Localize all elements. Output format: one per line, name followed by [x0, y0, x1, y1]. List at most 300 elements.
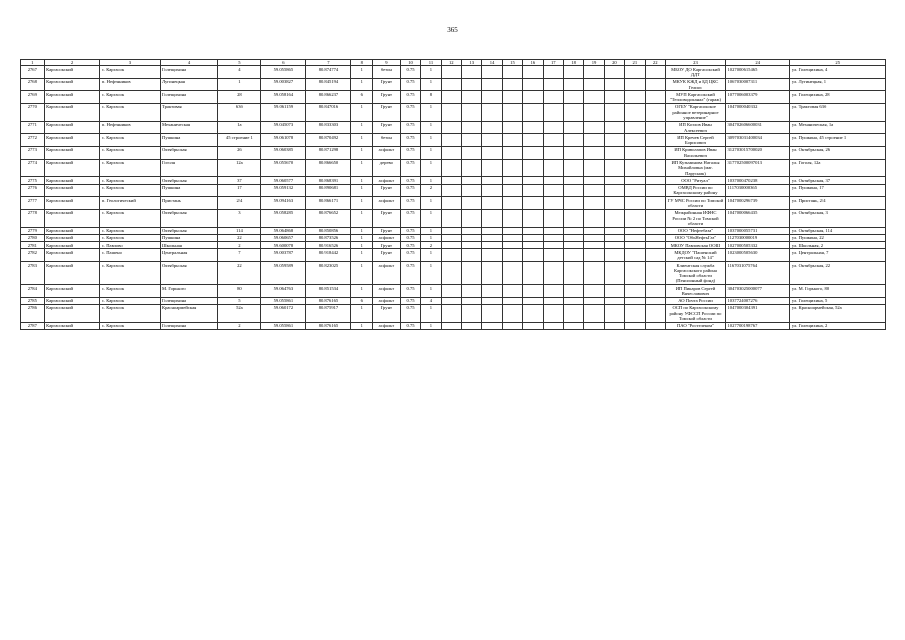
table-cell — [441, 134, 461, 147]
table-cell — [645, 249, 665, 262]
column-header: 7 — [306, 60, 351, 66]
table-cell: Механическая — [160, 121, 218, 134]
table-cell: 1 — [351, 78, 372, 91]
table-cell: асфальт — [372, 297, 400, 304]
table-cell — [563, 91, 583, 104]
table-row — [21, 66, 886, 79]
table-cell — [584, 227, 604, 234]
table-cell — [563, 242, 583, 249]
table-cell: 52а — [218, 304, 261, 322]
table-cell: с. Пашено — [100, 249, 160, 262]
table-row — [21, 322, 886, 329]
column-header: 15 — [502, 60, 522, 66]
table-row — [21, 285, 886, 298]
table-row — [21, 91, 886, 104]
column-header: 18 — [563, 60, 583, 66]
table-cell — [462, 159, 482, 177]
table-cell: 1 — [421, 262, 441, 285]
table-cell — [482, 234, 502, 241]
table-cell: Центральная — [160, 249, 218, 262]
column-header: 20 — [604, 60, 624, 66]
table-cell — [502, 91, 522, 104]
table-row — [21, 242, 886, 249]
table-cell: 2770 — [21, 103, 45, 121]
table-cell — [645, 66, 665, 79]
table-cell: 59.064763 — [261, 285, 306, 298]
table-cell — [482, 159, 502, 177]
table-cell: асфальт — [372, 234, 400, 241]
table-cell: ООО "Ритуал" — [665, 177, 725, 184]
table-cell: Октябрьская — [160, 209, 218, 227]
table-cell — [584, 209, 604, 227]
table-cell: 80.866237 — [306, 91, 351, 104]
table-cell: МКДОУ "Пашенский детский сад № 14" — [665, 249, 725, 262]
table-cell — [645, 242, 665, 249]
table-cell: 59.060577 — [261, 177, 306, 184]
table-cell — [625, 66, 645, 79]
table-cell — [563, 78, 583, 91]
table-cell — [523, 66, 543, 79]
table-cell — [441, 184, 461, 197]
table-cell: Каргасокский — [44, 134, 100, 147]
table-cell: 80.916526 — [306, 242, 351, 249]
table-cell — [523, 103, 543, 121]
table-cell: ООО "ОбьНефтьГаз" — [665, 234, 725, 241]
table-cell — [604, 297, 624, 304]
column-header: 14 — [482, 60, 502, 66]
table-cell: Гоголя — [160, 159, 218, 177]
table-cell — [604, 121, 624, 134]
table-cell: 59.600078 — [261, 242, 306, 249]
table-cell: 2/4 — [218, 197, 261, 210]
table-cell: 63б — [218, 103, 261, 121]
table-cell: 0.75 — [400, 78, 420, 91]
table-cell: 1 — [351, 285, 372, 298]
table-cell — [441, 121, 461, 134]
table-cell: 80.871298 — [306, 146, 351, 159]
table-cell — [625, 197, 645, 210]
table-cell — [523, 177, 543, 184]
table-cell — [625, 91, 645, 104]
table-cell — [604, 285, 624, 298]
table-cell: 80.823025 — [306, 262, 351, 285]
table-cell: Каргасокский — [44, 209, 100, 227]
table-cell: Октябрьская — [160, 262, 218, 285]
table-cell — [523, 91, 543, 104]
table-cell — [543, 262, 563, 285]
table-cell — [604, 322, 624, 329]
table-cell — [645, 159, 665, 177]
table-cell — [462, 177, 482, 184]
table-cell — [523, 242, 543, 249]
table-cell: Каргасокский — [44, 121, 100, 134]
table-cell: 59.064868 — [261, 227, 306, 234]
table-cell: 59.003827 — [261, 78, 306, 91]
table-cell: с. Каргасок — [100, 285, 160, 298]
table-cell: ГУ МЧС России по Томской области — [665, 197, 725, 210]
table-cell — [462, 322, 482, 329]
table-cell: 2777 — [21, 197, 45, 210]
table-cell: 1 — [421, 134, 441, 147]
table-cell: 312703015700020 — [726, 146, 790, 159]
table-cell — [645, 209, 665, 227]
table-cell — [604, 249, 624, 262]
table-cell — [462, 297, 482, 304]
table-cell — [563, 304, 583, 322]
table-cell: ул. Голещихина, 28 — [790, 91, 886, 104]
table-cell: ул. Голещихина, 2 — [790, 322, 886, 329]
table-cell — [441, 227, 461, 234]
table-cell — [563, 249, 583, 262]
table-cell: 1 — [421, 197, 441, 210]
table-cell — [645, 297, 665, 304]
table-cell — [625, 134, 645, 147]
table-row — [21, 184, 886, 197]
table-cell: асфальт — [372, 262, 400, 285]
table-cell — [563, 234, 583, 241]
table-cell: Каргасокский — [44, 234, 100, 241]
table-cell — [441, 209, 461, 227]
table-cell — [563, 322, 583, 329]
table-cell — [462, 78, 482, 91]
table-cell — [523, 121, 543, 134]
table-cell — [523, 209, 543, 227]
table-cell: 59.061078 — [261, 134, 306, 147]
table-cell: Каргасокский — [44, 66, 100, 79]
table-cell: 1 — [421, 146, 441, 159]
table-cell — [482, 103, 502, 121]
table-cell — [523, 159, 543, 177]
table-cell: Клиентская служба Каргасокского района Томской области (Пенсионный фонд) — [665, 262, 725, 285]
table-cell: Голещихина — [160, 66, 218, 79]
table-cell: Грунт — [372, 91, 400, 104]
table-cell — [563, 103, 583, 121]
table-cell — [645, 322, 665, 329]
table-cell — [543, 297, 563, 304]
table-cell: 1037724007276 — [726, 297, 790, 304]
column-header: 24 — [726, 60, 790, 66]
table-cell: асфальт — [372, 177, 400, 184]
table-cell — [523, 262, 543, 285]
table-cell — [502, 103, 522, 121]
table-cell: Межрайонная ИФНС России № 2 по Томской области — [665, 209, 725, 227]
table-cell — [543, 249, 563, 262]
table-cell: 59.059589 — [261, 262, 306, 285]
table-cell — [604, 262, 624, 285]
table-cell — [502, 297, 522, 304]
table-cell: с. Каргасок — [100, 322, 160, 329]
table-cell — [543, 242, 563, 249]
column-header: 16 — [523, 60, 543, 66]
table-cell — [584, 91, 604, 104]
table-cell — [543, 66, 563, 79]
table-cell: 1127030000019 — [726, 234, 790, 241]
table-cell — [645, 134, 665, 147]
table-cell — [645, 91, 665, 104]
table-cell: 1117030000365 — [726, 184, 790, 197]
table-cell: 80 — [218, 285, 261, 298]
column-header: 9 — [372, 60, 400, 66]
table-cell: 0.75 — [400, 184, 420, 197]
table-cell: Октябрьская — [160, 177, 218, 184]
table-cell — [482, 227, 502, 234]
table-cell — [584, 184, 604, 197]
table-cell: с. Каргасок — [100, 234, 160, 241]
table-cell: Каргасокский — [44, 304, 100, 322]
page-number: 365 — [447, 26, 458, 34]
table-cell — [441, 197, 461, 210]
table-cell — [502, 322, 522, 329]
table-cell — [563, 146, 583, 159]
table-cell: 80.866171 — [306, 197, 351, 210]
table-cell: с. Каргасок — [100, 227, 160, 234]
table-cell — [584, 121, 604, 134]
table-cell: 17 — [218, 184, 261, 197]
table-cell: 1027700198767 — [726, 322, 790, 329]
table-cell: 2 — [421, 184, 441, 197]
table-cell: 0.75 — [400, 91, 420, 104]
table-cell — [625, 242, 645, 249]
table-cell: 3 — [218, 209, 261, 227]
table-cell: ул. Пристань, 2/4 — [790, 197, 886, 210]
table-cell: 0.75 — [400, 285, 420, 298]
table-cell: 317702500097013 — [726, 159, 790, 177]
table-cell: Голещихина — [160, 322, 218, 329]
table-cell — [482, 134, 502, 147]
table-cell: ОСП по Каргасокскому району УФССП России по Томской области — [665, 304, 725, 322]
table-cell — [543, 285, 563, 298]
table-cell: 1 — [351, 249, 372, 262]
table-cell — [502, 234, 522, 241]
table-cell — [543, 304, 563, 322]
table-cell: с. Каргасок — [100, 304, 160, 322]
table-cell — [482, 262, 502, 285]
table-cell: Грунт — [372, 242, 400, 249]
table-cell: 1 — [218, 78, 261, 91]
table-cell: Пристань — [160, 197, 218, 210]
table-cell: 2786 — [21, 304, 45, 322]
table-cell — [604, 184, 624, 197]
table-cell — [441, 78, 461, 91]
table-cell: Каргасокский — [44, 322, 100, 329]
table-cell: МБОУ ДО Каргасокский ДДТ — [665, 66, 725, 79]
table-cell: 59.094163 — [261, 197, 306, 210]
table-cell — [645, 262, 665, 285]
table-cell: ОГБУ "Каргасокское районное ветеринарное управление" — [665, 103, 725, 121]
table-cell: 1 — [351, 177, 372, 184]
table-cell — [502, 249, 522, 262]
table-cell: с. Каргасок — [100, 159, 160, 177]
table-cell: 4 — [218, 66, 261, 79]
table-cell — [502, 66, 522, 79]
table-cell: 1023000505630 — [726, 249, 790, 262]
table-cell — [523, 78, 543, 91]
table-cell — [502, 285, 522, 298]
table-cell: 80.850856 — [306, 227, 351, 234]
table-cell: 80.845194 — [306, 78, 351, 91]
table-cell: 2769 — [21, 91, 45, 104]
table-cell: Грунт — [372, 304, 400, 322]
table-cell: Трактовая — [160, 103, 218, 121]
table-cell: 2784 — [21, 285, 45, 298]
table-cell: Каргасокский — [44, 285, 100, 298]
table-cell — [584, 177, 604, 184]
table-cell — [462, 121, 482, 134]
table-cell — [441, 262, 461, 285]
table-cell — [462, 146, 482, 159]
table-cell — [462, 304, 482, 322]
table-cell: 59.003787 — [261, 249, 306, 262]
table-cell: 1 — [351, 322, 372, 329]
column-header: 23 — [665, 60, 725, 66]
table-cell — [482, 78, 502, 91]
table-cell — [441, 297, 461, 304]
table-cell — [584, 249, 604, 262]
table-cell: Каргасокский — [44, 103, 100, 121]
table-cell — [645, 197, 665, 210]
table-cell: ул. Октябрьская, 22 — [790, 262, 886, 285]
table-cell: 1 — [421, 227, 441, 234]
table-cell: 0.75 — [400, 159, 420, 177]
table-cell — [604, 209, 624, 227]
table-cell: 80.868391 — [306, 177, 351, 184]
table-cell: ул. Октябрьская, 37 — [790, 177, 886, 184]
table-cell — [462, 209, 482, 227]
table-cell — [482, 304, 502, 322]
table-cell: 0.75 — [400, 242, 420, 249]
table-cell: 304702606600031 — [726, 121, 790, 134]
table-cell: 0.75 — [400, 121, 420, 134]
table-cell: с. Каргасок — [100, 134, 160, 147]
table-cell — [482, 242, 502, 249]
table-cell: 26 — [218, 146, 261, 159]
table-cell — [604, 146, 624, 159]
table-cell: Грунт — [372, 103, 400, 121]
table-cell — [584, 285, 604, 298]
table-cell — [502, 134, 522, 147]
table-cell: 1 — [351, 134, 372, 147]
table-cell: бетон — [372, 134, 400, 147]
table-cell: Октябрьская — [160, 227, 218, 234]
table-cell — [482, 177, 502, 184]
table-cell — [584, 146, 604, 159]
table-cell: 0.75 — [400, 134, 420, 147]
register-table — [20, 59, 886, 330]
column-header: 21 — [625, 60, 645, 66]
table-row — [21, 227, 886, 234]
table-cell: бетон — [372, 66, 400, 79]
table-cell — [584, 242, 604, 249]
table-cell: 2778 — [21, 209, 45, 227]
table-cell — [543, 197, 563, 210]
table-cell: Каргасокский — [44, 78, 100, 91]
table-cell: 80.847016 — [306, 103, 351, 121]
table-cell: 59.055861 — [261, 322, 306, 329]
table-cell — [625, 227, 645, 234]
table-cell — [543, 78, 563, 91]
table-cell — [462, 285, 482, 298]
table-cell: 1047000066435 — [726, 209, 790, 227]
table-cell — [462, 242, 482, 249]
table-cell: ИП Пикаров Сергей Вячеславович — [665, 285, 725, 298]
table-cell — [563, 134, 583, 147]
table-cell — [462, 103, 482, 121]
table-cell — [543, 184, 563, 197]
table-cell — [482, 146, 502, 159]
table-cell — [563, 297, 583, 304]
table-cell: 2787 — [21, 322, 45, 329]
table-cell — [563, 177, 583, 184]
table-cell — [502, 197, 522, 210]
table-cell — [604, 134, 624, 147]
column-header: 3 — [100, 60, 160, 66]
table-cell: ул. Голещихина, 5 — [790, 297, 886, 304]
table-cell — [604, 177, 624, 184]
table-cell: 1 — [421, 322, 441, 329]
table-cell: ООО "Нефтебаза" — [665, 227, 725, 234]
table-cell — [502, 78, 522, 91]
table-cell — [482, 322, 502, 329]
table-cell: 0.75 — [400, 177, 420, 184]
table-cell — [625, 184, 645, 197]
table-cell — [604, 197, 624, 210]
table-cell: Грунт — [372, 78, 400, 91]
table-cell: п. Геологический — [100, 197, 160, 210]
table-cell: с. Каргасок — [100, 184, 160, 197]
table-cell: МУП Каргасокский "Тепловодоканал" (гараж) — [665, 91, 725, 104]
table-cell: Грунт — [372, 121, 400, 134]
table-cell — [502, 177, 522, 184]
table-cell — [462, 197, 482, 210]
table-cell: ул. Пушкина, 45 строение 1 — [790, 134, 886, 147]
table-cell: Каргасокский — [44, 197, 100, 210]
table-cell: 59.061159 — [261, 103, 306, 121]
table-cell: 1047000304391 — [726, 304, 790, 322]
table-cell: 1 — [421, 159, 441, 177]
table-cell: ИП Криволапов Иван Васильевич — [665, 146, 725, 159]
table-row — [21, 304, 886, 322]
table-cell: ул. Школьная, 2 — [790, 242, 886, 249]
table-cell: 4 — [421, 297, 441, 304]
table-cell: 2767 — [21, 66, 45, 79]
table-cell: МКОУ Павловская ООШ — [665, 242, 725, 249]
table-row — [21, 134, 886, 147]
table-cell: Каргасокский — [44, 184, 100, 197]
table-cell — [543, 159, 563, 177]
table-cell — [563, 209, 583, 227]
table-cell — [543, 227, 563, 234]
table-cell — [502, 304, 522, 322]
table-cell: 2780 — [21, 234, 45, 241]
table-cell — [462, 234, 482, 241]
table-cell: 1 — [351, 227, 372, 234]
table-cell: 1027000615465 — [726, 66, 790, 79]
table-cell: 1 — [421, 249, 441, 262]
table-cell: 2783 — [21, 262, 45, 285]
table-cell: 0.75 — [400, 249, 420, 262]
table-cell: 1 — [351, 66, 372, 79]
table-cell — [543, 121, 563, 134]
table-cell — [462, 227, 482, 234]
table-cell: Лугинецкая — [160, 78, 218, 91]
table-cell: 0.75 — [400, 227, 420, 234]
table-cell — [563, 262, 583, 285]
table-cell — [584, 78, 604, 91]
table-cell: ул. Гоголя, 12а — [790, 159, 886, 177]
table-cell: 1 — [351, 121, 372, 134]
table-cell — [482, 297, 502, 304]
table-cell: с. Каргасок — [100, 297, 160, 304]
